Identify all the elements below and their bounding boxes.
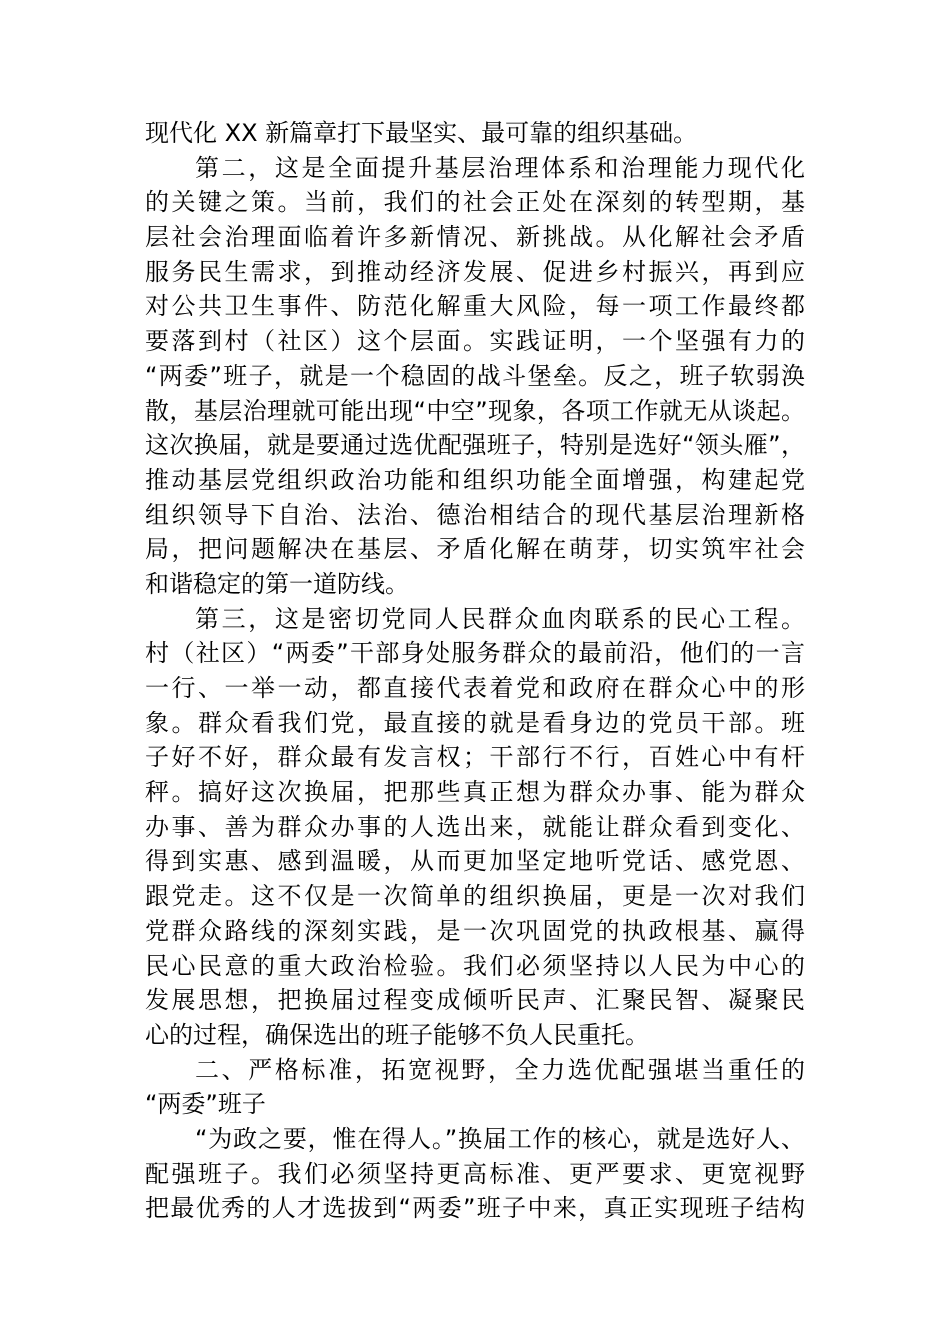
- text-line: 散，基层治理就可能出现“中空”现象，各项工作就无从谈起。: [145, 396, 805, 425]
- text-line: 和谐稳定的第一道防线。: [145, 569, 409, 598]
- document-page: [145, 116, 805, 1226]
- text-line: 发展思想，把换届过程变成倾听民声、汇聚民智、凝聚民: [145, 986, 805, 1015]
- text-line: 得到实惠、感到温暖，从而更加坚定地听党话、感党恩、: [145, 847, 805, 876]
- paragraph: [145, 602, 805, 1053]
- text-line: 配强班子。我们必须坚持更高标准、更严要求、更宽视野: [145, 1159, 805, 1188]
- text-line: 第二，这是全面提升基层治理体系和治理能力现代化: [195, 153, 805, 182]
- text-line: 子好不好，群众最有发言权；干部行不行，百姓心中有杆: [145, 743, 805, 772]
- text-line: 象。群众看我们党，最直接的就是看身边的党员干部。班: [145, 708, 805, 737]
- text-line: 把最优秀的人才选拔到“两委”班子中来，真正实现班子结构: [145, 1194, 805, 1223]
- text-line: 党群众路线的深刻实践，是一次巩固党的执政根基、赢得: [145, 916, 805, 945]
- text-line: 组织领导下自治、法治、德治相结合的现代基层治理新格: [145, 500, 805, 529]
- text-line: 二、严格标准，拓宽视野，全力选优配强堪当重任的: [195, 1055, 805, 1084]
- section-heading: [145, 1053, 805, 1122]
- paragraph: [145, 151, 805, 602]
- text-line: 服务民生需求，到推动经济发展、促进乡村振兴，再到应: [145, 257, 805, 286]
- text-line: 局，把问题解决在基层、矛盾化解在萌芽，切实筑牢社会: [145, 535, 805, 564]
- text-line: 现代化 XX 新篇章打下最坚实、最可靠的组织基础。: [145, 119, 698, 147]
- text-line: 跟党走。这不仅是一次简单的组织换届，更是一次对我们: [145, 882, 805, 911]
- text-line: 办事、善为群众办事的人选出来，就能让群众看到变化、: [145, 812, 805, 841]
- text-line: “两委”班子: [145, 1090, 266, 1119]
- text-line: 的关键之策。当前，我们的社会正处在深刻的转型期，基: [145, 188, 805, 217]
- text-line: 要落到村（社区）这个层面。实践证明，一个坚强有力的: [145, 327, 805, 356]
- paragraph: [145, 1122, 805, 1226]
- text-line: 村（社区）“两委”干部身处服务群众的最前沿，他们的一言: [145, 639, 805, 668]
- text-line: “为政之要，惟在得人。”换届工作的核心，就是选好人、: [195, 1124, 805, 1153]
- text-line: 第三，这是密切党同人民群众血肉联系的民心工程。: [195, 604, 805, 633]
- text-line: 层社会治理面临着许多新情况、新挑战。从化解社会矛盾: [145, 223, 805, 252]
- text-line: 一行、一举一动，都直接代表着党和政府在群众心中的形: [145, 674, 805, 702]
- text-line: 心的过程，确保选出的班子能够不负人民重托。: [145, 1020, 649, 1049]
- text-line: 这次换届，就是要通过选优配强班子，特别是选好“领头雁”，: [145, 431, 805, 460]
- text-line: 秤。搞好这次换届，把那些真正想为群众办事、能为群众: [145, 778, 805, 807]
- text-line: 对公共卫生事件、防范化解重大风险，每一项工作最终都: [145, 292, 805, 321]
- text-line: 推动基层党组织政治功能和组织功能全面增强，构建起党: [145, 465, 805, 494]
- text-line: 民心民意的重大政治检验。我们必须坚持以人民为中心的: [145, 951, 805, 980]
- paragraph: [145, 116, 805, 151]
- text-line: “两委”班子，就是一个稳固的战斗堡垒。反之，班子软弱涣: [145, 361, 805, 390]
